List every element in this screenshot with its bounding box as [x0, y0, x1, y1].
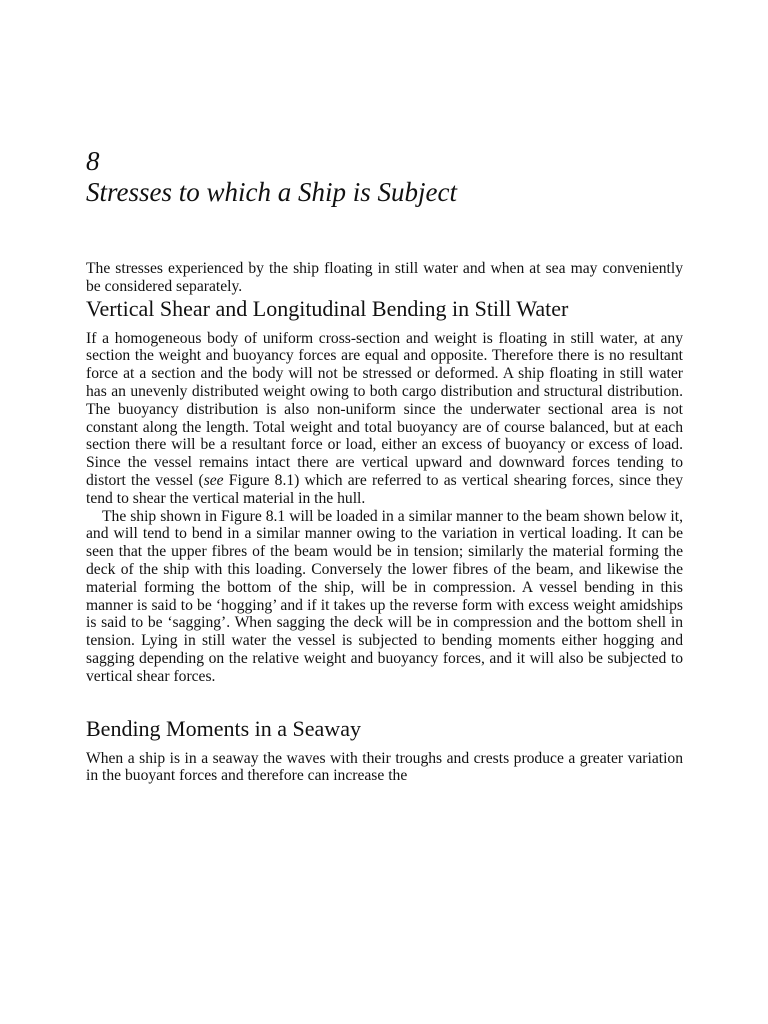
page-content	[86, 146, 683, 785]
paragraph-hogging-sagging: The ship shown in Figure 8.1 will be loaded in a similar manner to the beam shown below it, and will tend to bend in a similar manner owing to the variation in vertical loading. It can be seen that the upper fibres of the beam would be in tension; similarly the material forming the deck of the ship with this loading. Conversely the lower fibres of the beam, and likewise the material forming the bottom of the ship, will be in compression. A vessel bending in this manner is said to be ‘hogging’ and if it takes up the reverse form with excess weight amidships is said to be ‘sagging’. When sagging the deck will be in compression and the bottom shell in tension. Lying in still water the vessel is subjected to bending moments either hogging and sagging depending on the relative weight and buoyancy forces, and it will also be subjected to vertical shear forces.	[86, 507, 683, 685]
chapter-number: 8	[86, 146, 100, 176]
paragraph-shear-forces-text-a: If a homogeneous body of uniform cross-section and weight is floating in still water, at any section the weight and buoyancy forces are equal and opposite. Therefore there is no resultant force at a section and the body will not be stressed or deformed. A ship floating in still water has an unevenly distributed weight owing to both cargo distribution and structural distribution. The buoyancy distribution is also non-uniform since the underwater sectional area is not constant along the length. Total weight and total buoyancy are of course balanced, but at each section there will be a resultant force or load, either an excess of buoyancy or excess of load. Since the vessel remains intact there are vertical upward and downward forces tending to distort the vessel (	[86, 329, 683, 489]
chapter-title: Stresses to which a Ship is Subject	[86, 177, 457, 207]
paragraph-seaway: When a ship is in a seaway the waves with their troughs and crests produce a greater variation in the buoyant forces and therefore can increase the	[86, 749, 683, 785]
intro-paragraph: The stresses experienced by the ship floating in still water and when at sea may conveniently be considered separately.	[86, 260, 683, 295]
paragraph-shear-forces-text-b: Figure 8.1) which are referred to as vertical shearing forces, since they tend to shear the vertical material in the hull.	[86, 471, 683, 507]
see-reference: see	[203, 471, 224, 489]
paragraph-shear-forces	[86, 330, 683, 508]
section-heading-still-water: Vertical Shear and Longitudinal Bending in Still Water	[86, 295, 569, 321]
section-heading-seaway: Bending Moments in a Seaway	[86, 715, 361, 741]
